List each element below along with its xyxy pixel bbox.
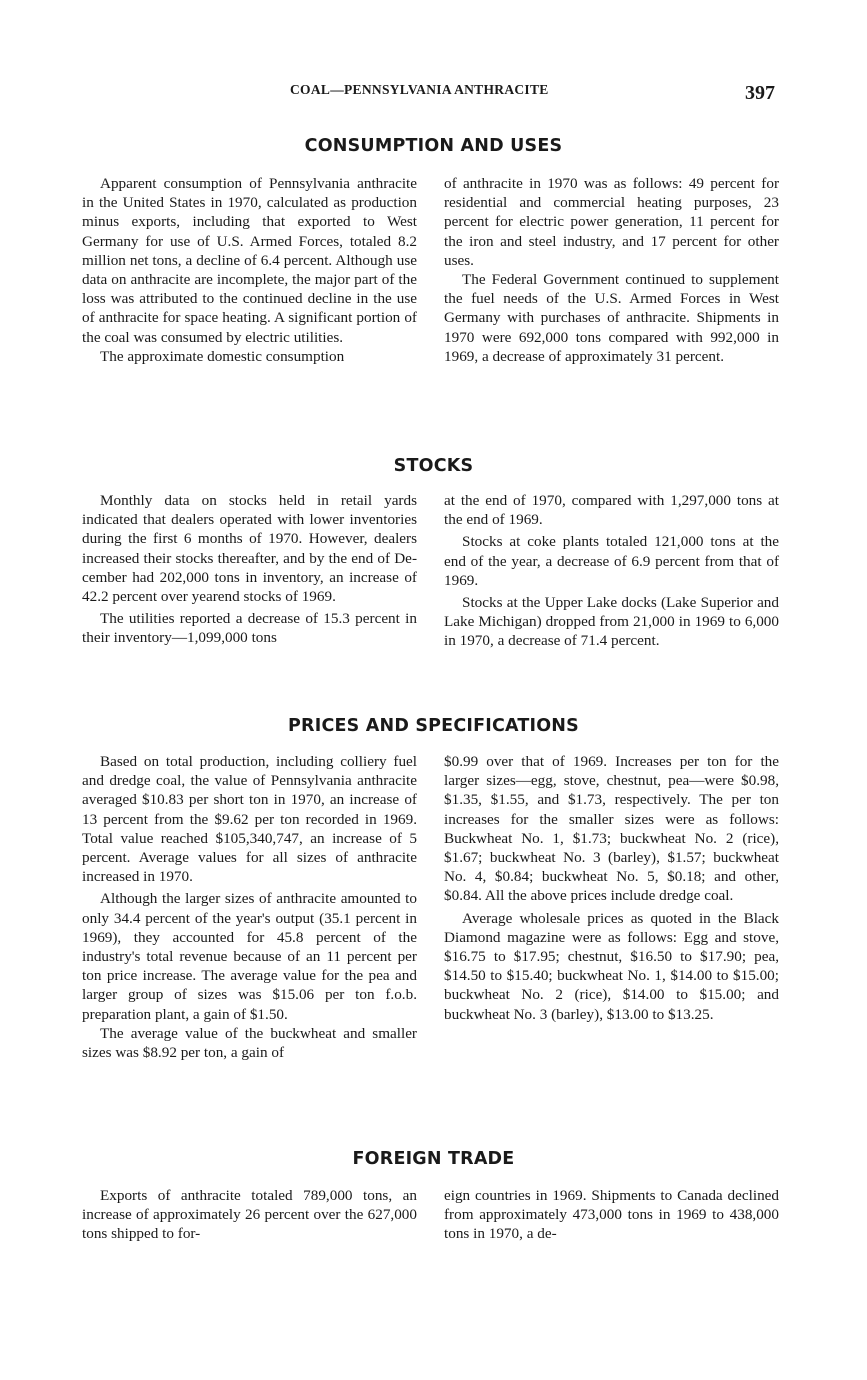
consumption-right-column: [444, 174, 779, 366]
prices-right-column: [444, 752, 779, 1024]
paragraph: The Federal Government continued to supplement the fuel needs of the U.S. Armed Forces in West Germany with purchases of anthracite. Shipments in 1970 were 692,000 tons compared with 992,000 in 1969, a decrease of approximately 31 percent.: [444, 271, 779, 365]
paragraph: Stocks at coke plants totaled 121,000 tons at the end of the year, a decrease of 6.9 percent from that of 1969.: [444, 533, 779, 589]
paragraph: Exports of anthracite totaled 789,000 tons, an increase of approximately 26 percent over the 627,000 tons shipped to for-: [82, 1187, 417, 1243]
paragraph: at the end of 1970, compared with 1,297,000 tons at the end of 1969.: [444, 492, 779, 529]
paragraph: Average wholesale prices as quoted in the Black Diamond magazine were as follows: Egg and stove, $16.75 to $17.95; chestnut, $16.50 to $17.90; pea, $14.50 to $15.40; buckwheat No. 1, $14.00 to $15.00; buckwheat No. 2 (rice), $14.00 to $15.00; and buckwheat No. 3 (barley), $13.00 to $13.25.: [444, 909, 779, 1023]
foreign-trade-left-column: [82, 1186, 417, 1244]
paragraph: The utilities reported a decrease of 15.3 percent in their inventory—1,099,000 tons: [82, 610, 417, 647]
prices-left-column: [82, 752, 417, 1062]
page-number: 397: [745, 82, 775, 104]
foreign-trade-right-column: [444, 1186, 779, 1244]
paragraph: $0.99 over that of 1969. Increases per ton for the larger sizes—egg, stove, chestnut, pea—were $0.98, $1.35, $1.55, and $1.73, respectively. The per ton increases for the smaller sizes were as follows: Buckwheat No. 1, $1.73; buckwheat No. 2 (rice), $1.67; buckwheat No. 3 (barley), $1.57; buckwheat No. 4, $0.84; buckwheat No. 5, $0.18; and other, $0.84. All the above prices include dredge coal.: [444, 753, 779, 905]
paragraph: Monthly data on stocks held in retail yards indicated that dealers operated with lower inventories during the first 6 months of 1970. However, dealers increased their stocks thereafter, and by the end of December had 202,000 tons in inventory, an increase of 42.2 percent over yearend stocks of 1969.: [82, 492, 417, 606]
paragraph: The average value of the buckwheat and smaller sizes was $8.92 per ton, a gain of: [82, 1024, 417, 1062]
consumption-left-column: [82, 174, 417, 366]
stocks-right-column: [444, 491, 779, 651]
section-title-stocks: STOCKS: [393, 456, 474, 476]
paragraph: of anthracite in 1970 was as follows: 49 percent for residential and commercial heating purposes, 23 percent for electric power generation, 11 percent for the iron and steel industry, and 17 percent for other uses.: [444, 175, 779, 269]
paragraph: The approximate domestic consumption: [100, 347, 345, 365]
paragraph: Stocks at the Upper Lake docks (Lake Superior and Lake Michigan) dropped from 21,000 in 1969 to 6,000 in 1970, a decrease of 71.4 percent.: [444, 594, 779, 650]
paragraph: Apparent consumption of Pennsylvania anthracite in the United States in 1970, calculated as production minus exports, including that exported to West Germany for use of U.S. Armed Forces, totaled 8.2 million net tons, a decline of 6.4 percent. Although use data on anthracite are incomplete, the major part of the loss was attributed to the continued decline in the use of anthracite for space heating. A significant portion of the coal was consumed by electric utilities.: [82, 175, 417, 346]
stocks-left-column: [82, 491, 417, 648]
section-title-prices: PRICES AND SPECIFICATIONS: [288, 716, 579, 736]
running-title: COAL—PENNSYLVANIA ANTHRACITE: [290, 82, 549, 97]
section-title-foreign-trade: FOREIGN TRADE: [352, 1149, 515, 1169]
paragraph: eign countries in 1969. Shipments to Canada declined from approximately 473,000 tons in 1969 to 438,000 tons in 1970, a de-: [444, 1187, 779, 1243]
paragraph: Based on total production, including colliery fuel and dredge coal, the value of Pennsylvania anthracite averaged $10.83 per short ton in 1970, an increase of 13 percent from the $9.62 per ton recorded in 1969. Total value reached $105,340,747, an increase of 5 percent. Average values for all sizes of anthracite increased in 1970.: [82, 753, 417, 886]
paragraph: Although the larger sizes of anthracite amounted to only 34.4 percent of the year's output (35.1 percent in 1969), they accounted for 45.8 percent of the industry's total revenue because of an 11 percent per ton price increase. The average value for the pea and larger group of sizes was $15.06 per ton f.o.b. preparation plant, a gain of $1.50.: [82, 890, 417, 1023]
section-title-consumption: CONSUMPTION AND USES: [304, 136, 563, 156]
